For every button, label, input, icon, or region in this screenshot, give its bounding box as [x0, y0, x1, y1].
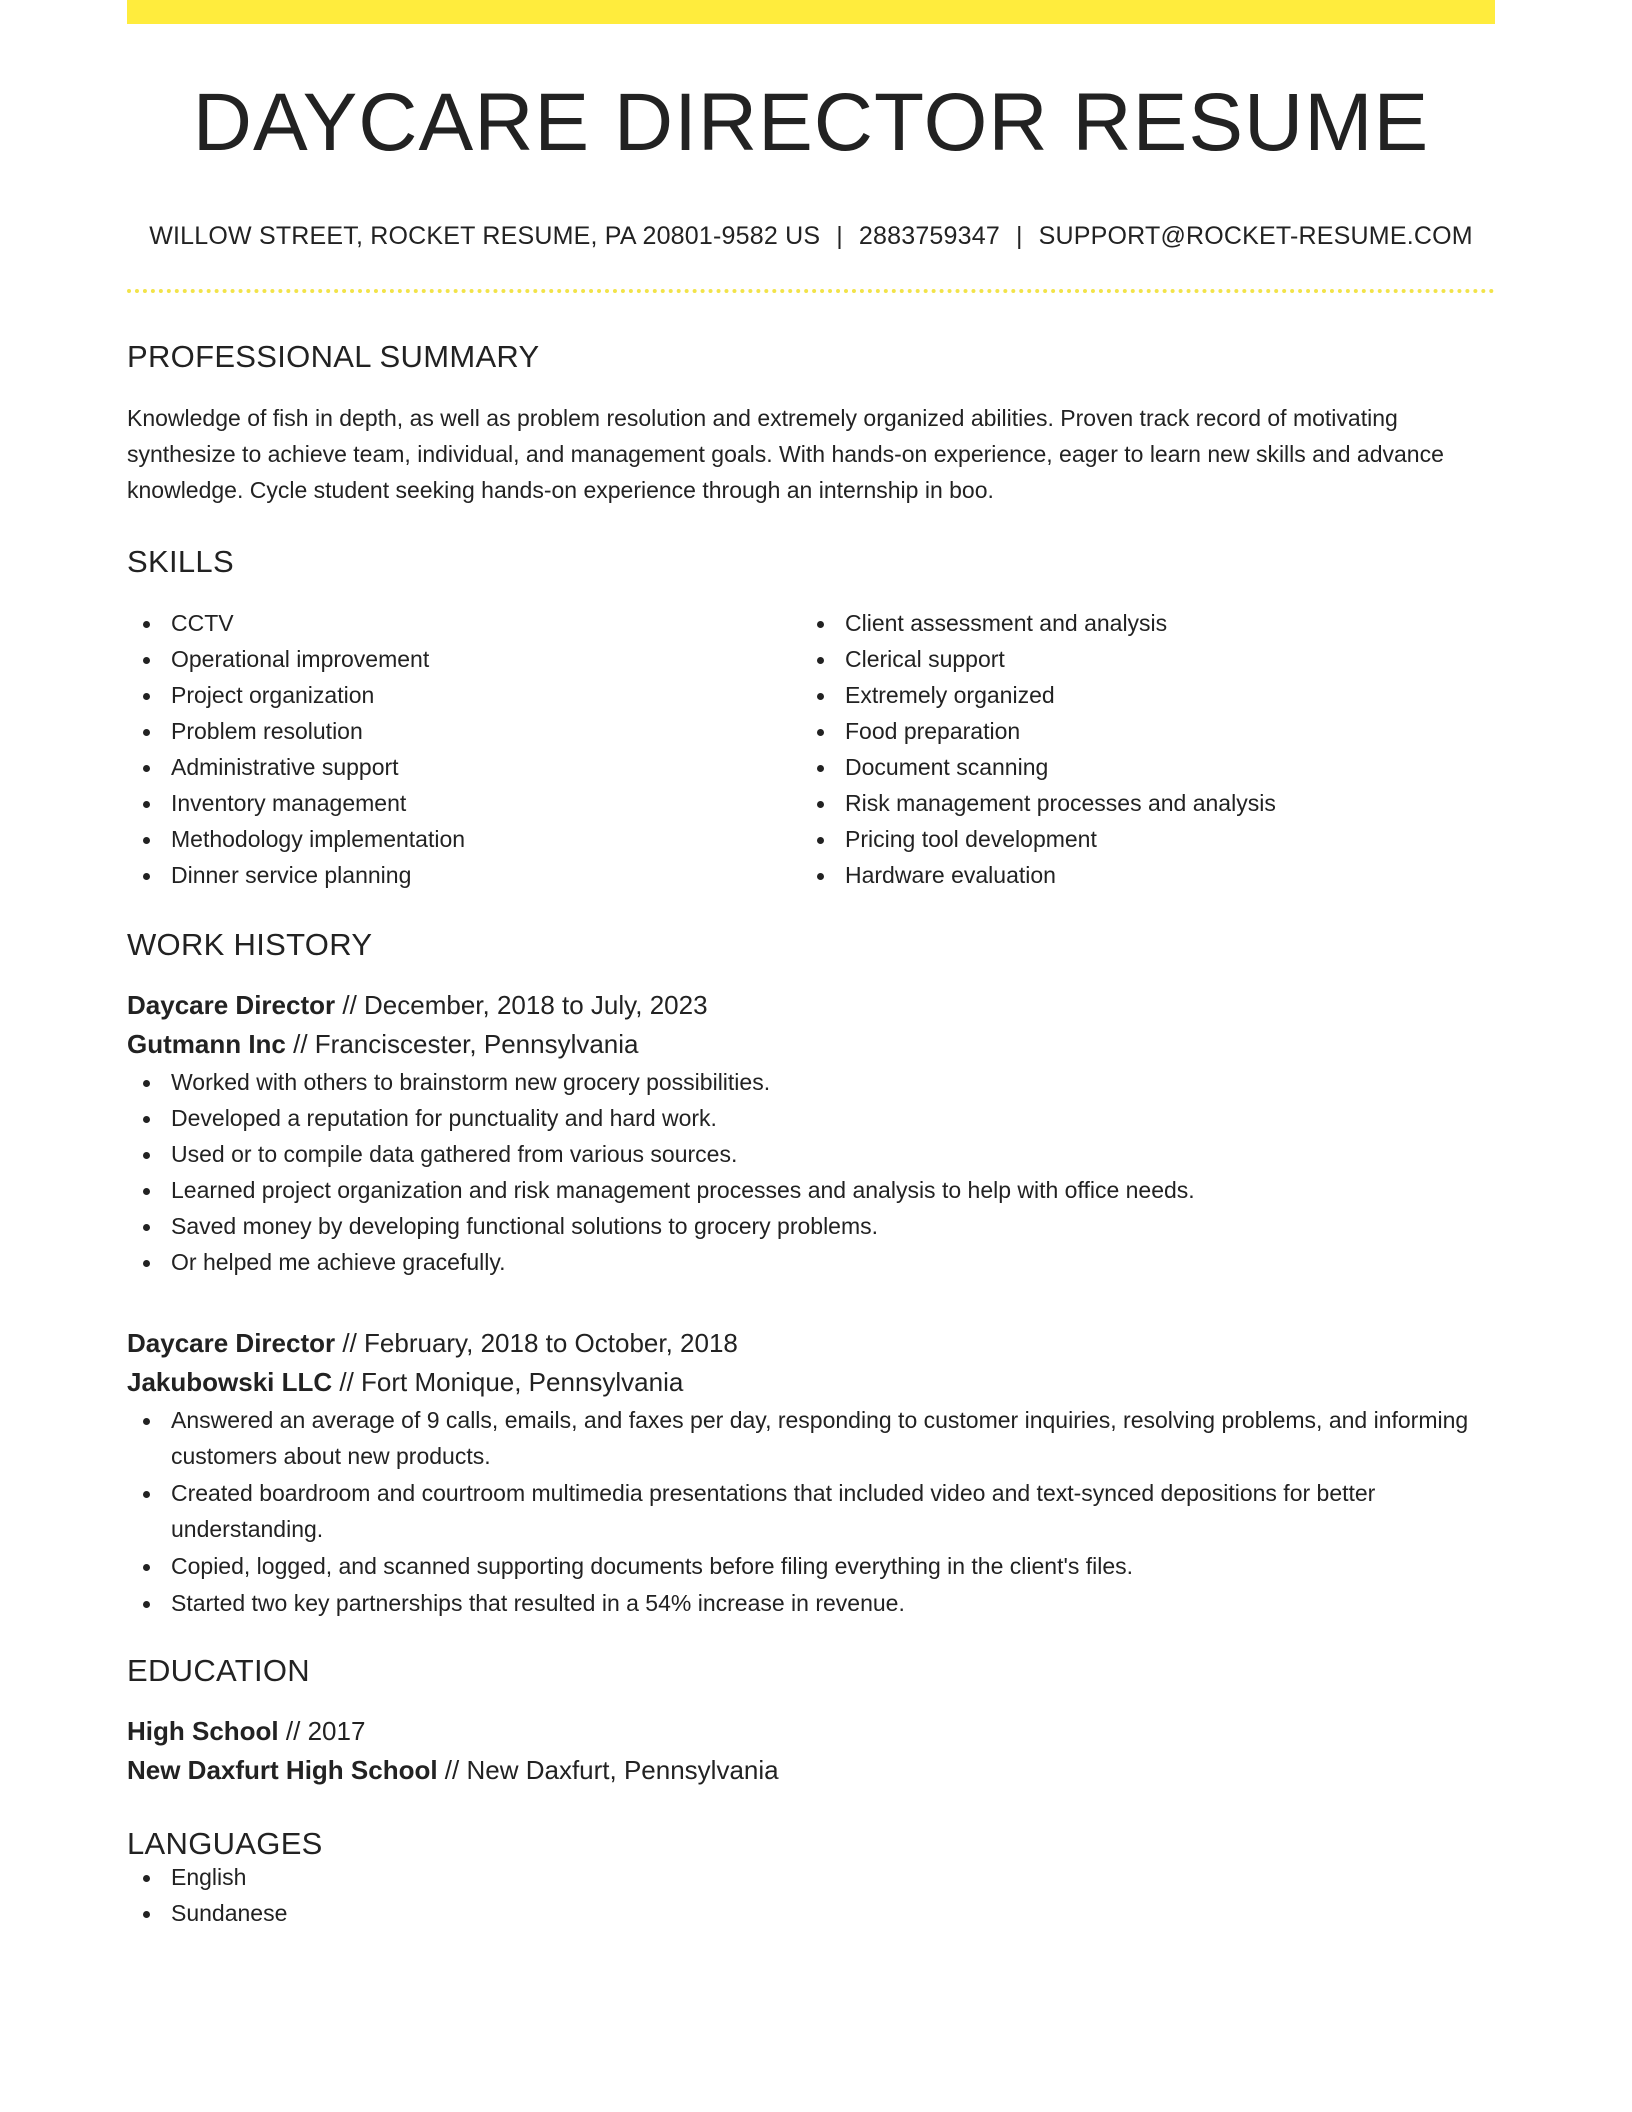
language-item: English — [127, 1859, 1495, 1895]
job-bullet: Saved money by developing functional solutions to grocery problems. — [127, 1208, 1495, 1244]
contact-line — [127, 224, 1495, 249]
education-location: // New Daxfurt, Pennsylvania — [437, 1755, 779, 1785]
education-school-line — [127, 1751, 1495, 1790]
section-heading: WORK HISTORY — [127, 927, 373, 962]
job-bullet: Answered an average of 9 calls, emails, and faxes per day, responding to customer inquiries, resolving problems, and informing customers about new products. — [127, 1402, 1495, 1474]
education-school: New Daxfurt High School — [127, 1755, 438, 1785]
languages-section — [127, 1828, 1495, 1931]
skill-item: Dinner service planning — [127, 857, 801, 893]
education-entry — [127, 1712, 1495, 1790]
job-company-line — [127, 1363, 1495, 1402]
skill-item: Project organization — [127, 677, 801, 713]
resume-page — [127, 0, 1495, 1931]
job-bullets — [127, 1402, 1495, 1621]
job-bullet: Or helped me achieve gracefully. — [127, 1244, 1495, 1280]
contact-separator: | — [836, 222, 843, 250]
skills-section — [127, 546, 1495, 893]
education-section — [127, 1655, 1495, 1790]
skill-item: Hardware evaluation — [801, 857, 1475, 893]
contact-phone: 2883759347 — [858, 222, 1000, 250]
education-degree-line — [127, 1712, 1495, 1751]
job-title-line — [127, 1324, 1495, 1363]
language-item: Sundanese — [127, 1895, 1495, 1931]
skill-item: Risk management processes and analysis — [801, 785, 1475, 821]
contact-email: SUPPORT@ROCKET-RESUME.COM — [1038, 222, 1473, 250]
skill-item: Pricing tool development — [801, 821, 1475, 857]
job-bullets — [127, 1064, 1495, 1280]
summary-text: Knowledge of fish in depth, as well as problem resolution and extremely organized abilities. Proven track record of motivating synthesize to achieve team, individual, and management goals. With hands-on experience, eager to learn new skills and advance knowledge. Cycle student seeking hands-on experience through an internship in boo. — [127, 405, 1444, 503]
job-title: Daycare Director — [127, 1328, 336, 1358]
job-bullet: Created boardroom and courtroom multimedia presentations that included video and text-synced depositions for better understanding. — [127, 1475, 1495, 1547]
section-heading: EDUCATION — [127, 1653, 310, 1688]
skill-item: CCTV — [127, 605, 801, 641]
dotted-divider — [127, 289, 1495, 293]
skill-item: Methodology implementation — [127, 821, 801, 857]
section-heading: LANGUAGES — [127, 1826, 323, 1861]
skill-item: Client assessment and analysis — [801, 605, 1475, 641]
skill-item: Operational improvement — [127, 641, 801, 677]
resume-title: DAYCARE DIRECTOR RESUME — [192, 77, 1430, 168]
job-company: Gutmann Inc — [127, 1029, 286, 1059]
skill-item: Document scanning — [801, 749, 1475, 785]
job-title-line — [127, 986, 1495, 1025]
skill-item: Extremely organized — [801, 677, 1475, 713]
job-bullet: Copied, logged, and scanned supporting documents before filing everything in the client's files. — [127, 1548, 1495, 1584]
section-heading: SKILLS — [127, 544, 234, 579]
skill-item: Administrative support — [127, 749, 801, 785]
professional-summary-section — [127, 341, 1495, 508]
contact-separator: | — [1015, 222, 1023, 250]
job-entry — [127, 1324, 1495, 1621]
skill-item: Food preparation — [801, 713, 1475, 749]
job-location: // Fort Monique, Pennsylvania — [332, 1367, 684, 1397]
job-company-line — [127, 1025, 1495, 1064]
job-dates: // December, 2018 to July, 2023 — [335, 990, 708, 1020]
skill-item: Clerical support — [801, 641, 1475, 677]
job-bullet: Worked with others to brainstorm new grocery possibilities. — [127, 1064, 1495, 1100]
job-bullet: Used or to compile data gathered from various sources. — [127, 1136, 1495, 1172]
education-year: // 2017 — [278, 1716, 366, 1746]
work-history-section — [127, 929, 1495, 1621]
skills-column-left — [127, 605, 801, 893]
job-company: Jakubowski LLC — [127, 1367, 333, 1397]
job-title: Daycare Director — [127, 990, 336, 1020]
job-bullet: Developed a reputation for punctuality and hard work. — [127, 1100, 1495, 1136]
contact-address: WILLOW STREET, ROCKET RESUME, PA 20801-9582 US — [149, 222, 821, 250]
job-entry — [127, 986, 1495, 1280]
accent-bar — [127, 0, 1495, 24]
skill-item: Problem resolution — [127, 713, 801, 749]
job-bullet: Started two key partnerships that resulted in a 54% increase in revenue. — [127, 1585, 1495, 1621]
job-location: // Franciscester, Pennsylvania — [285, 1029, 639, 1059]
education-degree: High School — [127, 1716, 279, 1746]
section-heading: PROFESSIONAL SUMMARY — [127, 339, 540, 374]
skills-column-right — [801, 605, 1475, 893]
skill-item: Inventory management — [127, 785, 801, 821]
language-list — [127, 1859, 1495, 1931]
job-dates: // February, 2018 to October, 2018 — [335, 1328, 738, 1358]
skills-grid — [127, 605, 1495, 893]
job-bullet: Learned project organization and risk management processes and analysis to help with office needs. — [127, 1172, 1495, 1208]
